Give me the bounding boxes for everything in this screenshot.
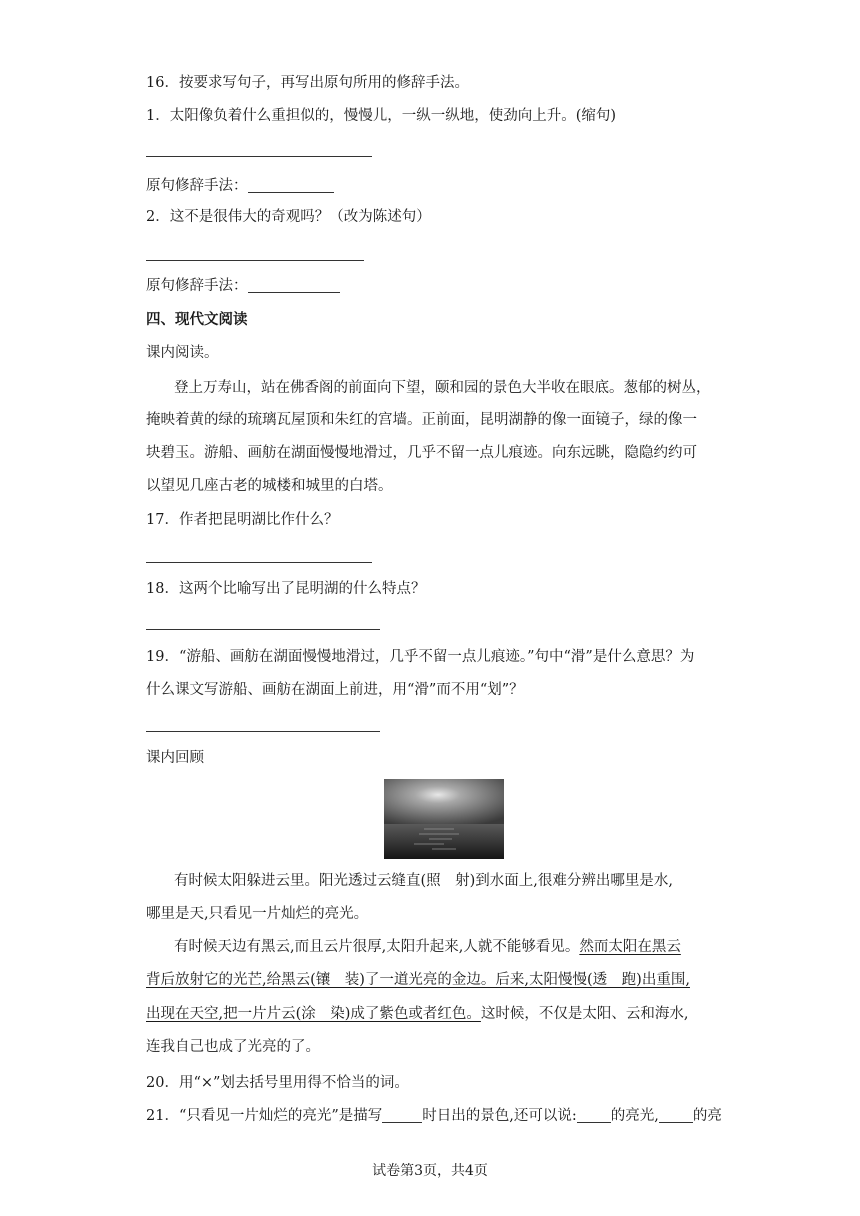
q16-sentence-1: 1．太阳像负着什么重担似的，慢慢儿，一纵一纵地，使劲向上升。(缩句) [146, 108, 617, 124]
section-heading: 四、现代文阅读 [146, 312, 248, 328]
underlined-text: 然而太阳在黑云 [579, 939, 681, 955]
sunrise-over-sea-photo [384, 779, 504, 859]
q19-line1: 19．“游船、画舫在湖面慢慢地滑过，几乎不留一点儿痕迹。”句中“滑”是什么意思？为 [146, 649, 695, 665]
answer-blank-2[interactable] [146, 260, 364, 261]
answer-blank-q21-1[interactable] [382, 1108, 422, 1123]
page-footer: 试卷第3页，共4页 [372, 1163, 488, 1179]
answer-blank-q21-3[interactable] [659, 1108, 693, 1123]
q21 [146, 1106, 722, 1126]
answer-blank-q21-2[interactable] [577, 1108, 611, 1123]
answer-blank-1[interactable] [146, 156, 372, 157]
q16-title: 16．按要求写句子，再写出原句所用的修辞手法。 [146, 75, 469, 91]
q21-text: 时日出的景色,还可以说: [422, 1108, 577, 1124]
q16-rhetoric-2 [146, 276, 340, 296]
passage1-line: 块碧玉。游船、画舫在湖面慢慢地滑过，几乎不留一点儿痕迹。向东远眺，隐隐约约可 [146, 445, 697, 461]
underlined-text: 出现在天空,把一片片云(涂 染)成了紫色或者红色。 [146, 1006, 481, 1022]
passage2-line: 有时候太阳躲进云里。阳光透过云缝直(照 射)到水面上,很难分辨出哪里是水, [174, 873, 674, 889]
passage3-line [146, 1004, 689, 1024]
passage1-line: 掩映着黄的绿的琉璃瓦屋顶和朱红的宫墙。正前面，昆明湖静的像一面镜子，绿的像一 [146, 412, 697, 428]
q16-sentence-2: 2．这不是很伟大的奇观吗？（改为陈述句） [146, 209, 431, 225]
answer-blank-q19[interactable] [146, 731, 380, 732]
passage1-line: 以望见几座古老的城楼和城里的白塔。 [146, 478, 393, 494]
rhetoric-label: 原句修辞手法： [146, 178, 248, 194]
passage1-line: 登上万寿山，站在佛香阁的前面向下望，颐和园的景色大半收在眼底。葱郁的树丛， [174, 380, 711, 396]
q21-text: 21．“只看见一片灿烂的亮光”是描写 [146, 1108, 383, 1124]
rhetoric-blank-2[interactable] [248, 278, 340, 293]
passage3-line [174, 937, 681, 957]
passage3-text: 有时候天边有黑云,而且云片很厚,太阳升起来,人就不能够看见。 [174, 939, 580, 955]
passage2-line: 哪里是天,只看见一片灿烂的亮光。 [146, 906, 369, 922]
q16-rhetoric-1 [146, 176, 334, 196]
answer-blank-q18[interactable] [146, 629, 380, 630]
passage3-text: 这时候，不仅是太阳、云和海水, [480, 1006, 689, 1022]
q17: 17．作者把昆明湖比作什么？ [146, 512, 339, 528]
subheading-reading: 课内阅读。 [146, 345, 219, 361]
passage3-line: 连我自己也成了光亮的了。 [146, 1039, 320, 1055]
passage3-underlined-line: 背后放射它的光芒,给黑云(镶 装)了一道光亮的金边。后来,太阳慢慢(透 跑)出重围, [146, 972, 690, 988]
rhetoric-label: 原句修辞手法： [146, 278, 248, 294]
q21-text: 的亮 [692, 1108, 722, 1124]
q19-line2: 什么课文写游船、画舫在湖面上前进，用“滑”而不用“划”？ [146, 682, 524, 698]
q21-text: 的亮光, [610, 1108, 659, 1124]
q18: 18．这两个比喻写出了昆明湖的什么特点？ [146, 581, 426, 597]
q20: 20．用“×”划去括号里用得不恰当的词。 [146, 1075, 409, 1091]
rhetoric-blank-1[interactable] [248, 178, 334, 193]
answer-blank-q17[interactable] [146, 562, 372, 563]
subheading-review: 课内回顾 [146, 750, 204, 766]
